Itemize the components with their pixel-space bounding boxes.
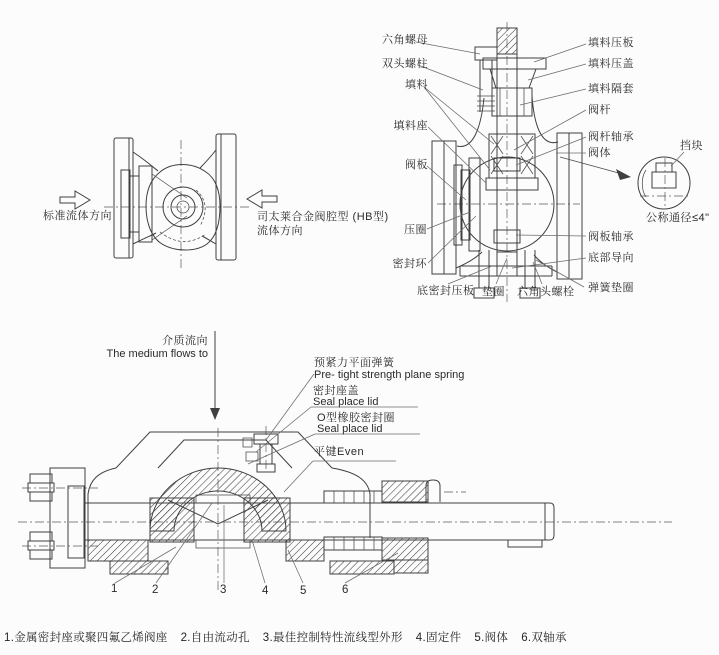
label-stud-bolt: 双头螺柱	[382, 58, 428, 70]
label-valve-body: 阀体	[588, 147, 611, 159]
label-packing-spacer: 填料隔套	[588, 83, 634, 95]
callout-o-ring-zh: O型橡胶密封圈	[317, 412, 396, 424]
label-packing-plate: 填料压板	[588, 37, 634, 49]
part-number-2: 2	[152, 584, 159, 596]
label-bottom-guide: 底部导向	[588, 252, 634, 264]
label-plate-bearing: 阀板轴承	[588, 231, 634, 243]
label-medium-flow-zh: 介质流向	[162, 335, 208, 347]
section-view-drawing	[416, 22, 586, 302]
legend-item-5: 5.阀体	[474, 632, 509, 644]
callout-flat-key-zh: 平键Even	[314, 446, 365, 458]
label-stellite-cavity-type: 司太莱合金阀腔型 (HB型)	[257, 211, 389, 223]
flow-direction-right-arrow-icon	[60, 191, 90, 209]
callout-seal-place-lid-en: Seal place lid	[313, 396, 379, 408]
label-valve-plate: 阀板	[405, 159, 428, 171]
flow-direction-left-arrow-icon	[247, 190, 277, 208]
callout-o-ring-en: Seal place lid	[317, 423, 383, 435]
label-standard-flow-direction: 标准流体方向	[43, 210, 112, 222]
label-spring-washer: 弹簧垫圈	[588, 282, 634, 294]
label-seal-ring: 密封环	[392, 258, 427, 270]
label-valve-stem: 阀杆	[588, 104, 611, 116]
label-packing: 填料	[405, 79, 428, 91]
part-number-6: 6	[342, 584, 349, 596]
label-stop-block: 挡块	[680, 140, 703, 152]
label-pressure-ring: 压圈	[404, 224, 427, 236]
label-bottom-seal-plate: 底密封压板	[417, 285, 475, 297]
label-stellite-flow-direction: 流体方向	[257, 225, 303, 237]
label-nominal-diameter: 公称通径≤4"	[646, 212, 710, 224]
part-number-1: 1	[111, 583, 118, 595]
parts-legend	[4, 629, 567, 645]
label-medium-flow-en: The medium flows to	[106, 348, 208, 360]
callout-plane-spring-zh: 预紧力平面弹簧	[314, 357, 395, 369]
legend-item-4: 4.固定件	[415, 632, 462, 644]
detail-circle-drawing	[560, 152, 690, 209]
part-number-5: 5	[300, 585, 307, 597]
label-packing-gland: 填料压盖	[588, 58, 634, 70]
legend-item-1: 1.金属密封座或聚四氟乙烯阀座	[4, 632, 168, 644]
label-hex-nut: 六角螺母	[382, 34, 428, 46]
label-washer: 垫圈	[482, 286, 505, 298]
label-hex-head-bolt: 六角头螺栓	[517, 286, 575, 298]
legend-item-2: 2.自由流动孔	[180, 632, 250, 644]
callout-plane-spring-en: Pre- tight strength plane spring	[314, 369, 465, 381]
label-packing-seat: 填料座	[393, 120, 428, 132]
part-number-3: 3	[220, 584, 227, 596]
medium-flow-arrow-icon	[210, 331, 220, 420]
legend-item-3: 3.最佳控制特性流线型外形	[262, 632, 403, 644]
label-stem-bearing: 阀杆轴承	[588, 131, 634, 143]
legend-item-6: 6.双轴承	[521, 632, 567, 644]
callout-seal-place-lid-zh: 密封座盖	[313, 385, 359, 397]
side-view-drawing	[60, 134, 277, 268]
part-number-4: 4	[262, 585, 269, 597]
